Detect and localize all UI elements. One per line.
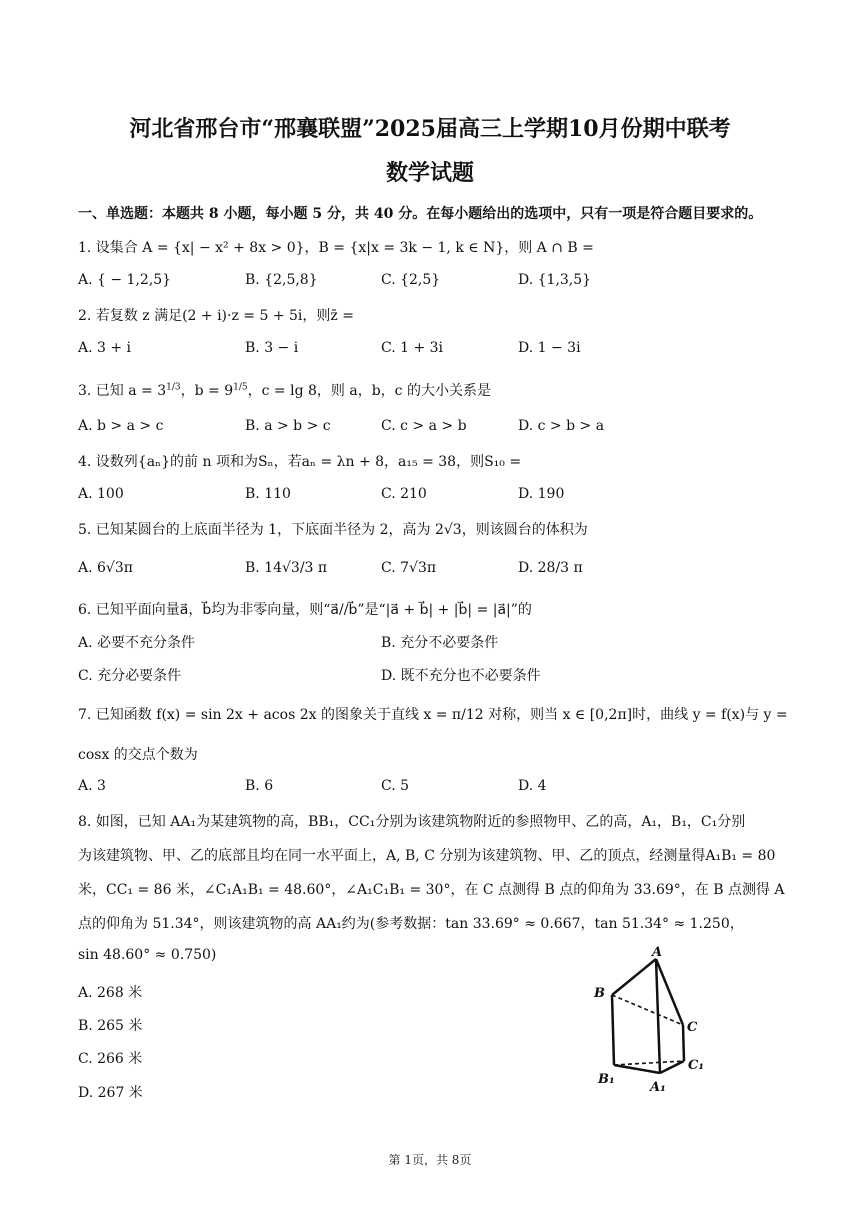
q2-option-b: B. 3 − i — [245, 340, 299, 356]
q6-option-c: C. 充分必要条件 — [78, 668, 182, 684]
q8-option-b: B. 265 米 — [78, 1018, 143, 1034]
label-C: C — [687, 1020, 698, 1035]
edge-B1C1-dashed — [614, 1061, 684, 1065]
q3-option-a: A. b > a > c — [78, 418, 164, 434]
question-8-stem: 8. 如图，已知 AA₁为某建筑物的高，BB₁，CC₁分别为该建筑物附近的参照物甲、乙的高，A₁，B₁，C₁分别 — [78, 814, 746, 830]
question-8-stem-2: 为该建筑物、甲、乙的底部且均在同一水平面上，A, B, C 分别为该建筑物、甲、乙的顶点，经测量得A₁B₁ = 80 — [78, 848, 776, 864]
q7-option-a: A. 3 — [78, 778, 106, 794]
q2-option-c: C. 1 + 3i — [381, 340, 444, 356]
edge-AA1 — [656, 959, 660, 1073]
question-7-stem-cont: cosx 的交点个数为 — [78, 747, 198, 763]
q4-option-d: D. 190 — [518, 486, 565, 502]
question-8-stem-5: sin 48.60° ≈ 0.750) — [78, 947, 217, 963]
question-7-stem: 7. 已知函数 f(x) = sin 2x + acos 2x 的图象关于直线 x = π/12 对称，则当 x ∈ [0,2π]时，曲线 y = f(x)与 y = — [78, 707, 788, 723]
q1-option-c: C. {2,5} — [381, 272, 441, 288]
q2-option-d: D. 1 − 3i — [518, 340, 581, 356]
question-2-stem: 2. 若复数 z 满足(2 + i)·z = 5 + 5i，则z̄ = — [78, 308, 354, 324]
edge-CC1 — [683, 1025, 684, 1061]
q6-option-d: D. 既不充分也不必要条件 — [381, 668, 541, 684]
q8-option-d: D. 267 米 — [78, 1085, 143, 1101]
q2-option-a: A. 3 + i — [78, 340, 132, 356]
exam-subtitle: 数学试题 — [385, 160, 474, 186]
q7-option-b: B. 6 — [245, 778, 274, 794]
q5-option-c: C. 7√3π — [381, 560, 437, 576]
exp-b: 1/5 — [233, 382, 248, 393]
label-C1: C₁ — [688, 1058, 705, 1073]
q6-option-b: B. 充分不必要条件 — [381, 635, 499, 651]
q6-option-a: A. 必要不充分条件 — [78, 635, 196, 651]
question-1-stem: 1. 设集合 A = {x| − x² + 8x > 0}，B = {x|x = 3k − 1, k ∈ N}，则 A ∩ B = — [78, 240, 594, 256]
question-5-stem: 5. 已知某圆台的上底面半径为 1，下底面半径为 2，高为 2√3，则该圆台的体积为 — [78, 522, 588, 538]
q7-option-d: D. 4 — [518, 778, 547, 794]
q3-option-d: D. c > b > a — [518, 418, 605, 434]
exp-a: 1/3 — [166, 382, 181, 393]
q4-option-c: C. 210 — [381, 486, 427, 502]
edge-B1A1 — [614, 1065, 660, 1073]
question-8-stem-3: 米，CC₁ = 86 米，∠C₁A₁B₁ = 48.60°，∠A₁C₁B₁ = 30°，在 C 点测得 B 点的仰角为 33.69°，在 B 点测得 A — [78, 882, 785, 898]
q4-option-b: B. 110 — [245, 486, 291, 502]
q3-option-c: C. c > a > b — [381, 418, 467, 434]
label-B1: B₁ — [598, 1072, 615, 1087]
page-footer: 第 1页，共 8页 — [388, 1153, 472, 1167]
edge-BA — [612, 959, 656, 995]
q8-option-a: A. 268 米 — [78, 985, 143, 1001]
question-6-stem: 6. 已知平面向量a⃗，b⃗均为非零向量，则“a⃗//b⃗”是“|a⃗ + b⃗| + |b⃗| = |a⃗|”的 — [78, 602, 532, 618]
q5-option-d: D. 28/3 π — [518, 560, 583, 576]
question-8-stem-4: 点的仰角为 51.34°，则该建筑物的高 AA₁约为(参考数据：tan 33.69° ≈ 0.667，tan 51.34° ≈ 1.250， — [78, 916, 744, 932]
label-A1: A₁ — [650, 1080, 666, 1095]
label-B: B — [594, 986, 605, 1001]
q5-option-a: A. 6√3π — [78, 560, 133, 576]
edge-BB1 — [612, 995, 614, 1065]
q1-option-a: A. { − 1,2,5} — [78, 272, 172, 288]
q4-option-a: A. 100 — [78, 486, 124, 502]
question-3-stem: 3. 已知 $a = 3^{1/3}$，$b = 9^{1/5}$，c = lg 8，则 a，b，c 的大小关系是 — [78, 382, 491, 399]
q7-option-c: C. 5 — [381, 778, 410, 794]
section-heading: 一、单选题：本题共 8 小题，每小题 5 分，共 40 分。在每小题给出的选项中，只有一项是符合题目要求的。 — [78, 206, 763, 222]
q1-option-b: B. {2,5,8} — [245, 272, 318, 288]
label-A: A — [652, 945, 663, 960]
exam-title: 河北省邢台市“邢襄联盟”2025届高三上学期10月份期中联考 — [129, 116, 731, 142]
q5-option-b: B. 14√3/3 π — [245, 560, 328, 576]
q3-option-b: B. a > b > c — [245, 418, 331, 434]
q8-option-c: C. 266 米 — [78, 1051, 143, 1067]
q1-option-d: D. {1,3,5} — [518, 272, 592, 288]
question-4-stem: 4. 设数列{aₙ}的前 n 项和为Sₙ，若aₙ = λn + 8，a₁₅ = 38，则S₁₀ = — [78, 454, 522, 470]
building-figure — [590, 945, 720, 1095]
